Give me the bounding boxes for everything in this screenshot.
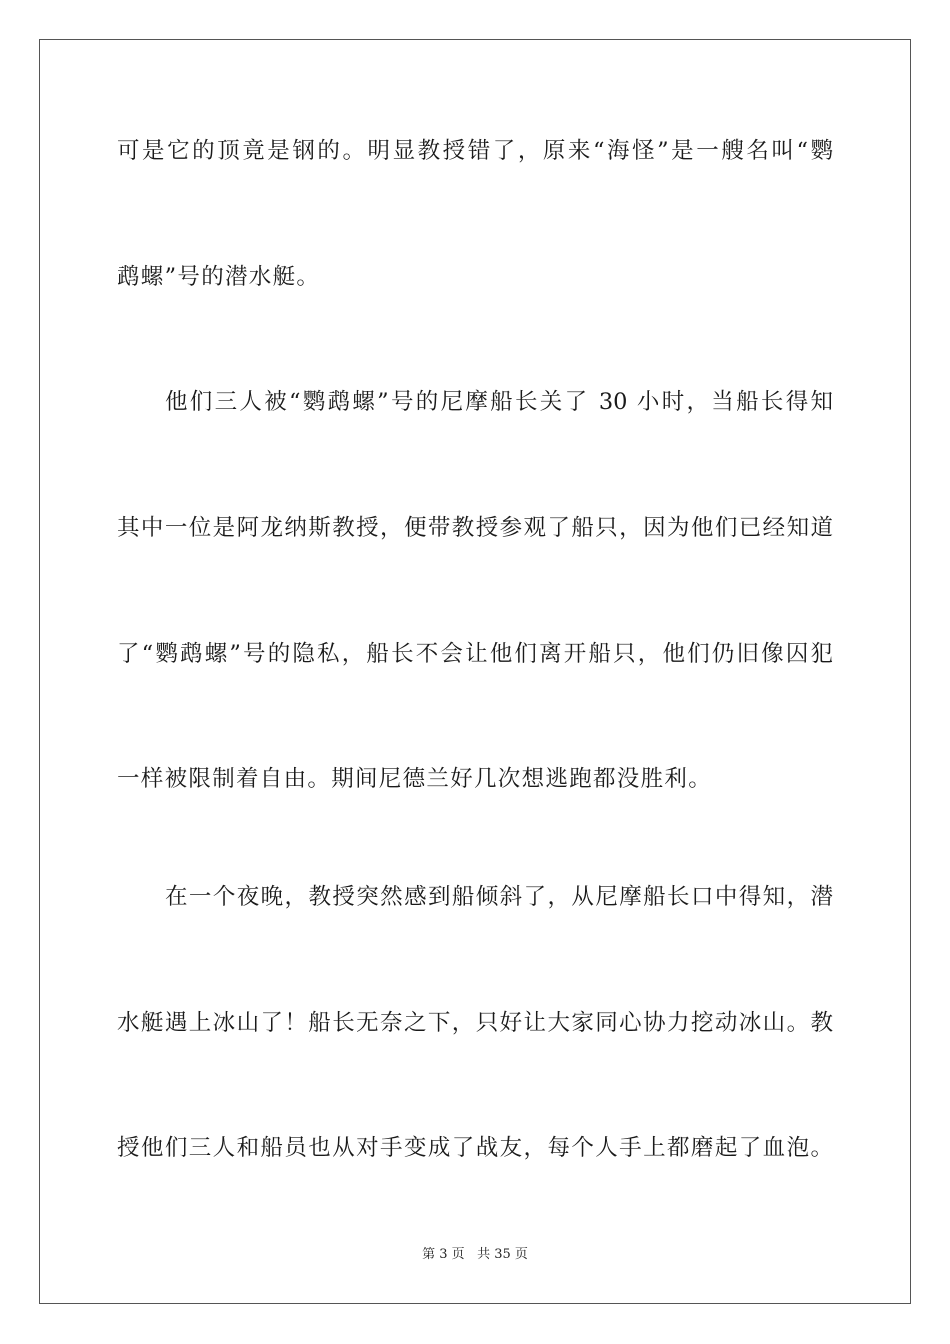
page-total: 共 35 页 (477, 1247, 528, 1262)
page-border (39, 39, 911, 1304)
page-footer (0, 1246, 950, 1264)
paragraph-line: 授他们三人和船员也从对手变成了战友，每个人手上都磨起了血泡。 (117, 1135, 833, 1161)
paragraph-line: 可是它的顶竟是钢的。明显教授错了，原来“海怪”是一艘名叫“鹦 (117, 138, 833, 164)
page-number: 第 3 页 (422, 1247, 465, 1262)
paragraph-line: 他们三人被“鹦鹉螺”号的尼摩船长关了 30 小时，当船长得知 (165, 389, 833, 415)
paragraph-line: 鹉螺”号的潜水艇。 (117, 264, 321, 290)
paragraph-line: 了“鹦鹉螺”号的隐私，船长不会让他们离开船只，他们仍旧像囚犯 (117, 641, 833, 667)
paragraph-line: 一样被限制着自由。期间尼德兰好几次想逃跑都没胜利。 (117, 766, 713, 792)
paragraph-line: 在一个夜晚，教授突然感到船倾斜了，从尼摩船长口中得知，潜 (165, 884, 833, 910)
paragraph-line: 水艇遇上冰山了！船长无奈之下，只好让大家同心协力挖动冰山。教 (117, 1010, 833, 1036)
paragraph-line: 其中一位是阿龙纳斯教授，便带教授参观了船只，因为他们已经知道 (117, 515, 833, 541)
